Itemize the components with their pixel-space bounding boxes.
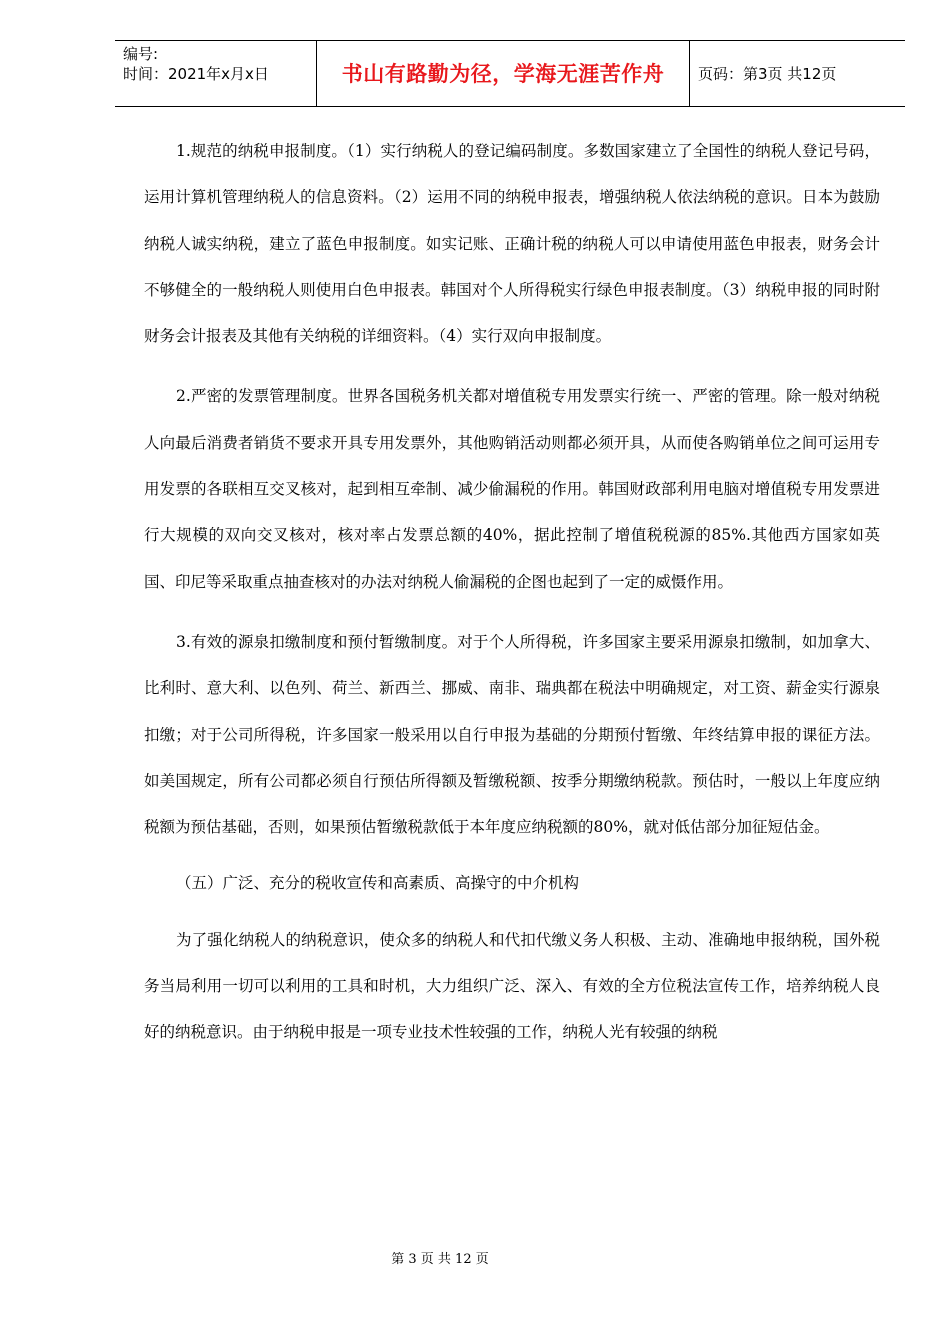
header-meta-cell — [115, 41, 317, 106]
document-body — [144, 128, 880, 1056]
section-heading-tax-publicity: （五）广泛、充分的税收宣传和高素质、高操守的中介机构 — [176, 874, 580, 893]
page-footer — [0, 1248, 950, 1267]
paragraph-invoice-management: 2.严密的发票管理制度。世界各国税务机关都对增值税专用发票实行统一、严密的管理。除一般对纳税人向最后消费者销货不要求开具专用发票外，其他购销活动则都必须开具，从而使各购销单位之间可运用专用发票的各联相互交叉核对，起到相互牵制、减少偷漏税的作用。韩国财政部利用电脑对增值税专用发票进行大规模的双向交叉核对，核对率占发票总额的40%，据此控制了增值税税源的85%.其他西方国家如英国、印尼等采取重点抽查核对的办法对纳税人偷漏税的企图也起到了一定的威慑作用。 — [144, 387, 880, 591]
paragraph-tax-filing-system: 1.规范的纳税申报制度。（1）实行纳税人的登记编码制度。多数国家建立了全国性的纳税人登记号码，运用计算机管理纳税人的信息资料。（2）运用不同的纳税申报表，增强纳税人依法纳税的意识。日本为鼓励纳税人诚实纳税，建立了蓝色申报制度。如实记账、正确计税的纳税人可以申请使用蓝色申报表，财务会计不够健全的一般纳税人则使用白色申报表。韩国对个人所得税实行绿色申报表制度。（3）纳税申报的同时附财务会计报表及其他有关纳税的详细资料。（4）实行双向申报制度。 — [144, 142, 880, 346]
header-motto: 书山有路勤为径，学海无涯苦作舟 — [317, 41, 690, 106]
footer-page-number: 第 3 页 共 12 页 — [391, 1252, 489, 1267]
paragraph-withholding-system: 3.有效的源泉扣缴制度和预付暂缴制度。对于个人所得税，许多国家主要采用源泉扣缴制，如加拿大、比利时、意大利、以色列、荷兰、新西兰、挪威、南非、瑞典都在税法中明确规定，对工资、薪金实行源泉扣缴；对于公司所得税，许多国家一般采用以自行申报为基础的分期预付暂缴、年终结算申报的课征方法。如美国规定，所有公司都必须自行预估所得额及暂缴税额、按季分期缴纳税款。预估时，一般以上年度应纳税额为预估基础，否则，如果预估暂缴税款低于本年度应纳税额的80%，就对低估部分加征短估金。 — [144, 632, 880, 837]
serial-number-label: 编号: — [123, 45, 159, 63]
paragraph-tax-awareness: 为了强化纳税人的纳税意识，使众多的纳税人和代扣代缴义务人积极、主动、准确地申报纳税，国外税务当局利用一切可以利用的工具和时机，大力组织广泛、深入、有效的全方位税法宣传工作，培养纳税人良好的纳税意识。由于纳税申报是一项专业技术性较强的工作，纳税人光有较强的纳税 — [144, 930, 880, 1042]
header-page-number: 页码：第3页 共12页 — [698, 65, 837, 83]
date-label: 时间：2021年x月x日 — [123, 65, 269, 83]
page-header — [115, 40, 905, 107]
